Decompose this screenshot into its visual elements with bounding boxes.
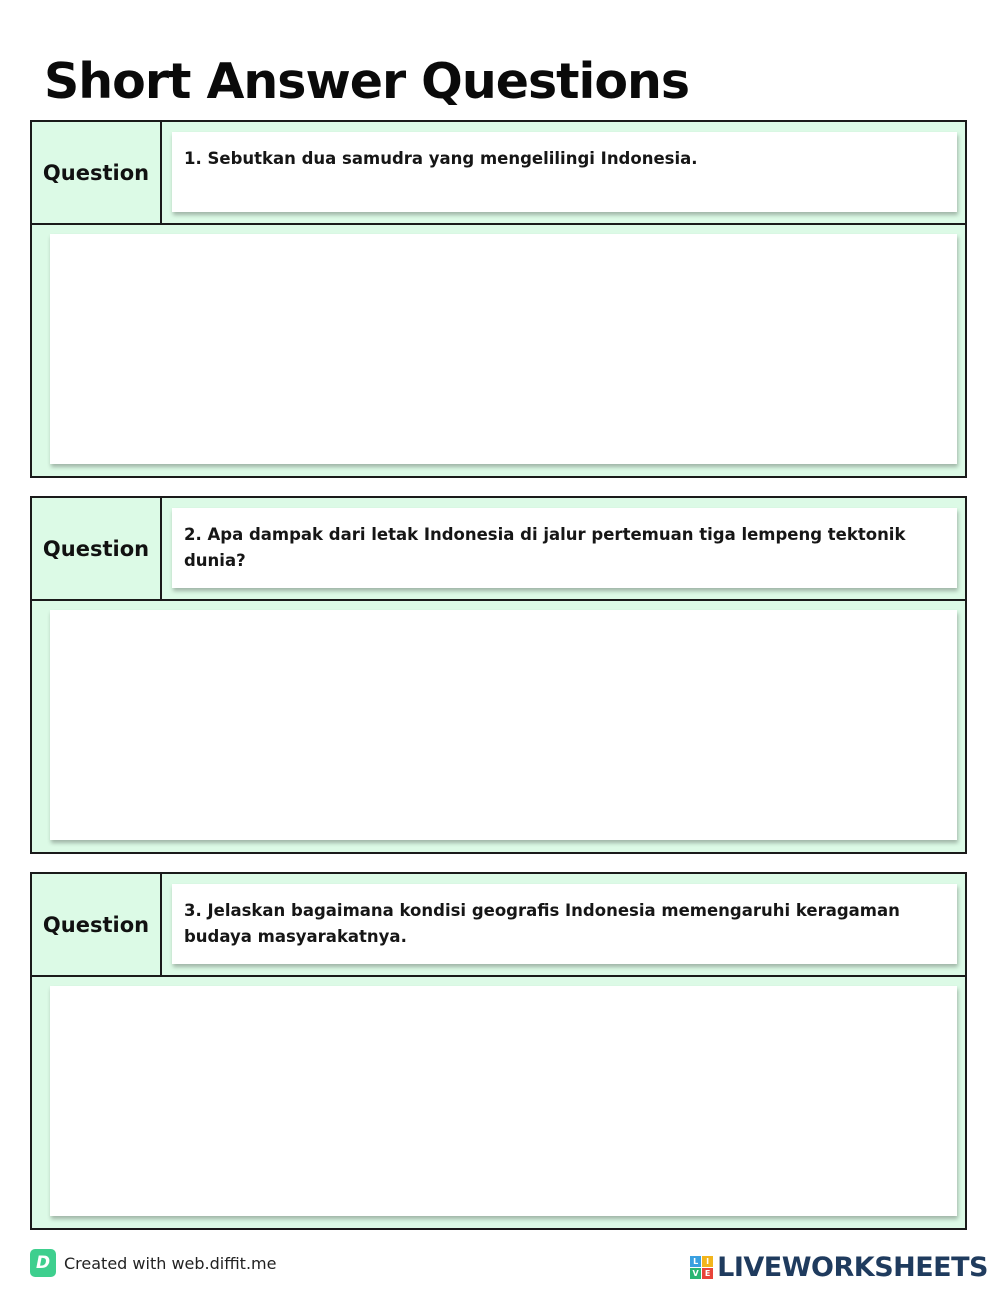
question-label: Question — [32, 498, 162, 599]
lw-icon-e: E — [702, 1268, 713, 1279]
question-block-3 — [30, 872, 967, 1230]
created-with-text: Created with web.diffit.me — [64, 1253, 277, 1273]
diffit-logo-icon: D — [30, 1249, 56, 1277]
question-block-1 — [30, 120, 967, 478]
question-text: 2. Apa dampak dari letak Indonesia di jalur pertemuan tiga lempeng tektonik dunia? — [172, 508, 957, 588]
question-header — [32, 874, 965, 977]
lw-icon-v: V — [690, 1268, 701, 1279]
question-label: Question — [32, 122, 162, 223]
question-text: 3. Jelaskan bagaimana kondisi geografis Indonesia memengaruhi keragaman budaya masyarakatnya. — [172, 884, 957, 964]
question-header — [32, 122, 965, 225]
question-label: Question — [32, 874, 162, 975]
diffit-credit — [30, 1248, 276, 1278]
lw-icon-l: L — [690, 1256, 701, 1267]
answer-field-1[interactable] — [50, 234, 957, 464]
liveworksheets-icon — [690, 1256, 713, 1279]
question-text: 1. Sebutkan dua samudra yang mengelilingi Indonesia. — [172, 132, 957, 212]
question-header — [32, 498, 965, 601]
question-block-2 — [30, 496, 967, 854]
page-title: Short Answer Questions — [44, 53, 690, 110]
liveworksheets-wordmark: LIVEWORKSHEETS — [717, 1252, 988, 1283]
lw-icon-i: I — [702, 1256, 713, 1267]
liveworksheets-logo — [690, 1252, 988, 1283]
answer-field-3[interactable] — [50, 986, 957, 1216]
answer-field-2[interactable] — [50, 610, 957, 840]
